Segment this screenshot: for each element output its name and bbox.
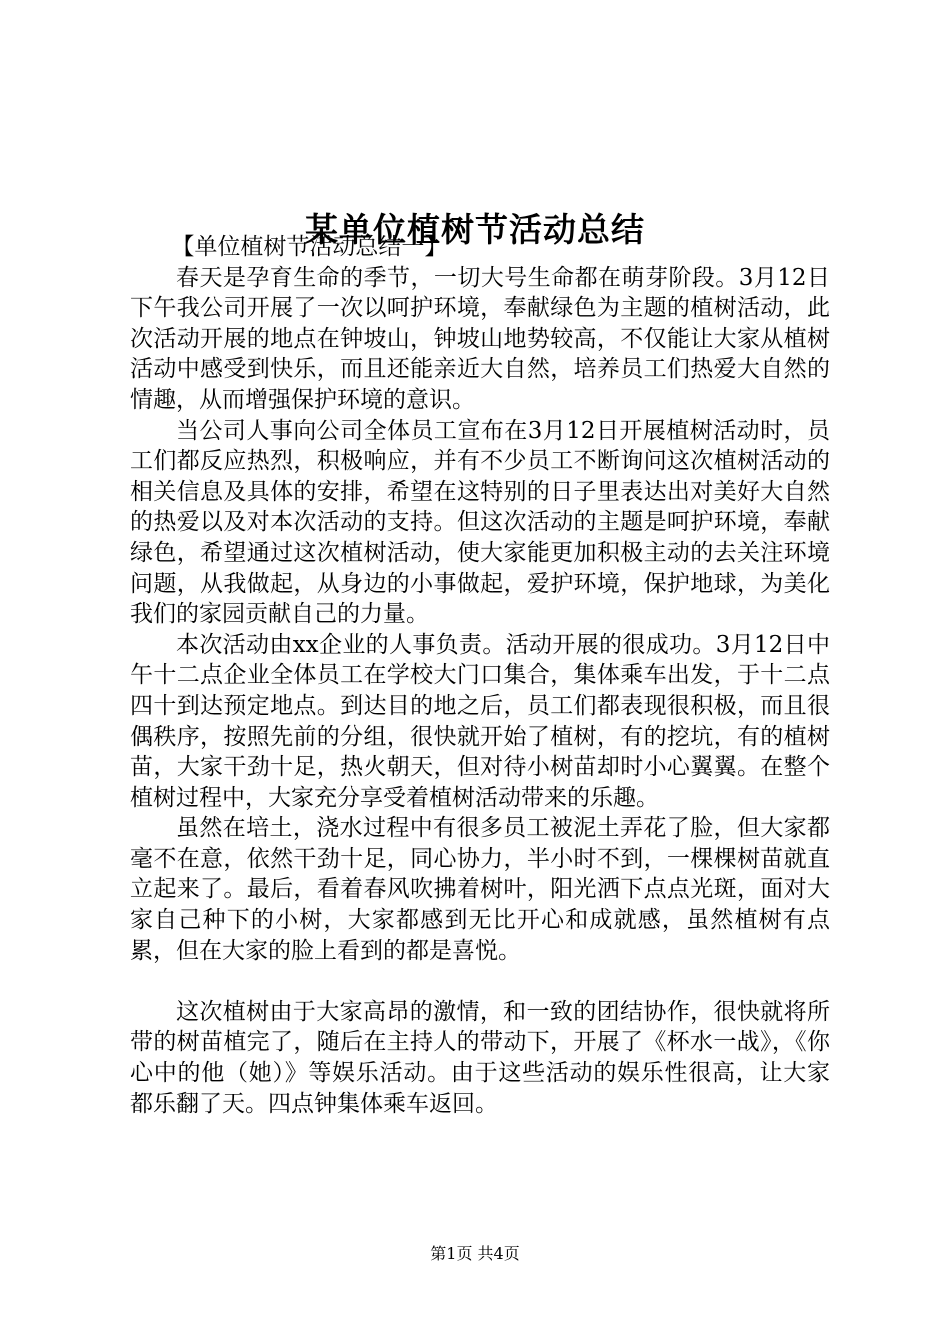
section-subheading: 【单位植树节活动总结一】 [171,234,448,260]
paragraph-4: 虽然在培土，浇水过程中有很多员工被泥土弄花了脸，但大家都毫不在意，依然干劲十足，同心协力，半小时不到，一棵棵树苗就直立起来了。最后，看着春风吹拂着树叶，阳光洒下点点光斑，面对大家自己种下的小树，大家都感到无比开心和成就感，虽然植树有点累，但在大家的脸上看到的都是喜悦。 [130,815,830,964]
page-title: 某单位植树节活动总结 [305,210,645,250]
paragraph-1: 春天是孕育生命的季节，一切大号生命都在萌芽阶段。3月12日下午我公司开展了一次以呵护环境，奉献绿色为主题的植树活动，此次活动开展的地点在钟坡山，钟坡山地势较高，不仅能让大家从植树活动中感受到快乐，而且还能亲近大自然，培养员工们热爱大自然的情趣，从而增强保护环境的意识。 [130,264,830,413]
page-footer: 第1页 共4页 [430,1244,520,1263]
document-body [130,232,830,1119]
paragraph-2: 当公司人事向公司全体员工宣布在3月12日开展植树活动时，员工们都反应热烈，积极响应，并有不少员工不断询问这次植树活动的相关信息及具体的安排，希望在这特别的日子里表达出对美好大自然的热爱以及对本次活动的支持。但这次活动的主题是呵护环境，奉献绿色，希望通过这次植树活动，使大家能更加积极主动的去关注环境问题，从我做起，从身边的小事做起，爱护环境，保护地球，为美化我们的家园贡献自己的力量。 [130,417,830,628]
paragraph-5: 这次植树由于大家高昂的激情，和一致的团结协作，很快就将所带的树苗植完了，随后在主持人的带动下，开展了《杯水一战》，《你心中的他（她）》等娱乐活动。由于这些活动的娱乐性很高，让大家都乐翻了天。四点钟集体乘车返回。 [130,998,830,1117]
paragraph-3: 本次活动由xx企业的人事负责。活动开展的很成功。3月12日中午十二点企业全体员工在学校大门口集合，集体乘车出发，于十二点四十到达预定地点。到达目的地之后，员工们都表现很积极，而且很偶秩序，按照先前的分组，很快就开始了植树，有的挖坑，有的植树苗，大家干劲十足，热火朝天，但对待小树苗却时小心翼翼。在整个植树过程中，大家充分享受着植树活动带来的乐趣。 [130,631,830,811]
